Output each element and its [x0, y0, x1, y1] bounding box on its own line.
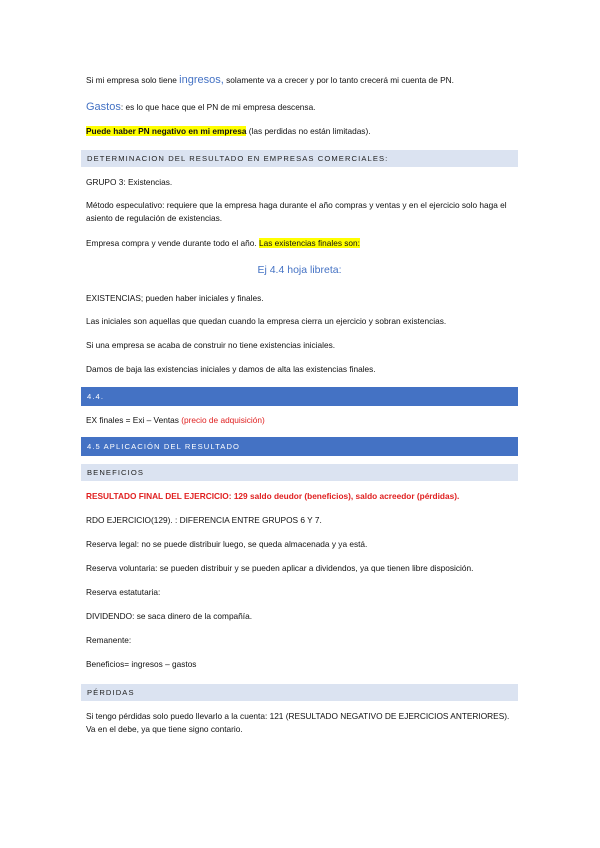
existencias-finales-highlight: Las existencias finales son:	[258, 238, 360, 248]
remanente: Remanente:	[86, 635, 132, 645]
intro-pn-negativo	[86, 125, 518, 138]
section-header-perdidas: PÉRDIDAS	[81, 684, 518, 701]
ingresos-word: ingresos,	[179, 74, 224, 86]
rdo-ejercicio: RDO EJERCICIO(129). : DIFERENCIA ENTRE GRUPOS 6 Y 7.	[86, 515, 322, 525]
resultado-final: RESULTADO FINAL DEL EJERCICIO: 129 saldo deudor (beneficios), saldo acreedor (pérdidas).	[86, 491, 460, 501]
intro-ingresos	[86, 74, 518, 87]
existencias-line-3: Si una empresa se acaba de construir no tiene existencias iniciales.	[86, 340, 336, 350]
ej-title: Ej 4.4 hoja libreta:	[257, 264, 342, 276]
reserva-voluntaria: Reserva voluntaria: se pueden distribuir y se pueden aplicar a dividendos, ya que tienen libre disposición.	[86, 563, 474, 573]
existencias-line-1: EXISTENCIAS; pueden haber iniciales y finales.	[86, 293, 264, 303]
intro-gastos	[86, 101, 518, 114]
ingresos-prefix: Si mi empresa solo tiene	[86, 75, 180, 85]
pn-negativo-highlight: Puede haber PN negativo en mi empresa	[86, 126, 247, 136]
metodo-especulativo: Método especulativo: requiere que la empresa haga durante el año compras y ventas y en el ejercicio solo haga el asiento de regulación de existencias.	[86, 200, 507, 223]
gastos-word: Gastos	[86, 101, 121, 113]
perdidas-texto: Si tengo pérdidas solo puedo llevarlo a la cuenta: 121 (RESULTADO NEGATIVO DE EJERCICIOS ANTERIORES). Va en el debe, ya que tiene signo contario.	[86, 711, 510, 734]
gastos-text: : es lo que hace que el PN de mi empresa descensa.	[120, 102, 316, 112]
reserva-estatutaria: Reserva estatutaria:	[86, 587, 161, 597]
existencias-line-2: Las iniciales son aquellas que quedan cuando la empresa cierra un ejercicio y sobran existencias.	[86, 316, 447, 326]
reserva-legal: Reserva legal: no se puede distribuir luego, se queda almacenada y ya está.	[86, 539, 368, 549]
section-header-4-5: 4.5 APLICACIÓN DEL RESULTADO	[81, 437, 518, 456]
empresa-compra-text: Empresa compra y vende durante todo el año.	[86, 238, 259, 248]
formula-existencias-text: EX finales = Exi – Ventas	[86, 415, 182, 425]
section-header-beneficios: BENEFICIOS	[81, 464, 518, 481]
existencias-line-4: Damos de baja las existencias iniciales y damos de alta las existencias finales.	[86, 364, 376, 374]
formula-existencias	[86, 414, 518, 427]
empresa-compra	[86, 237, 518, 250]
section-header-determinacion: DETERMINACION DEL RESULTADO EN EMPRESAS COMERCIALES:	[81, 150, 518, 167]
precio-adquisicion-note: (precio de adquisición)	[181, 415, 265, 425]
section-header-4-4: 4.4.	[81, 387, 518, 406]
dividendo: DIVIDENDO: se saca dinero de la compañía.	[86, 611, 253, 621]
beneficios-formula: Beneficios= ingresos – gastos	[86, 659, 197, 669]
pn-negativo-text: (las perdidas no están limitadas).	[246, 126, 371, 136]
ingresos-suffix: solamente va a crecer y por lo tanto crecerá mi cuenta de PN.	[223, 75, 454, 85]
grupo-3: GRUPO 3: Existencias.	[86, 177, 173, 187]
